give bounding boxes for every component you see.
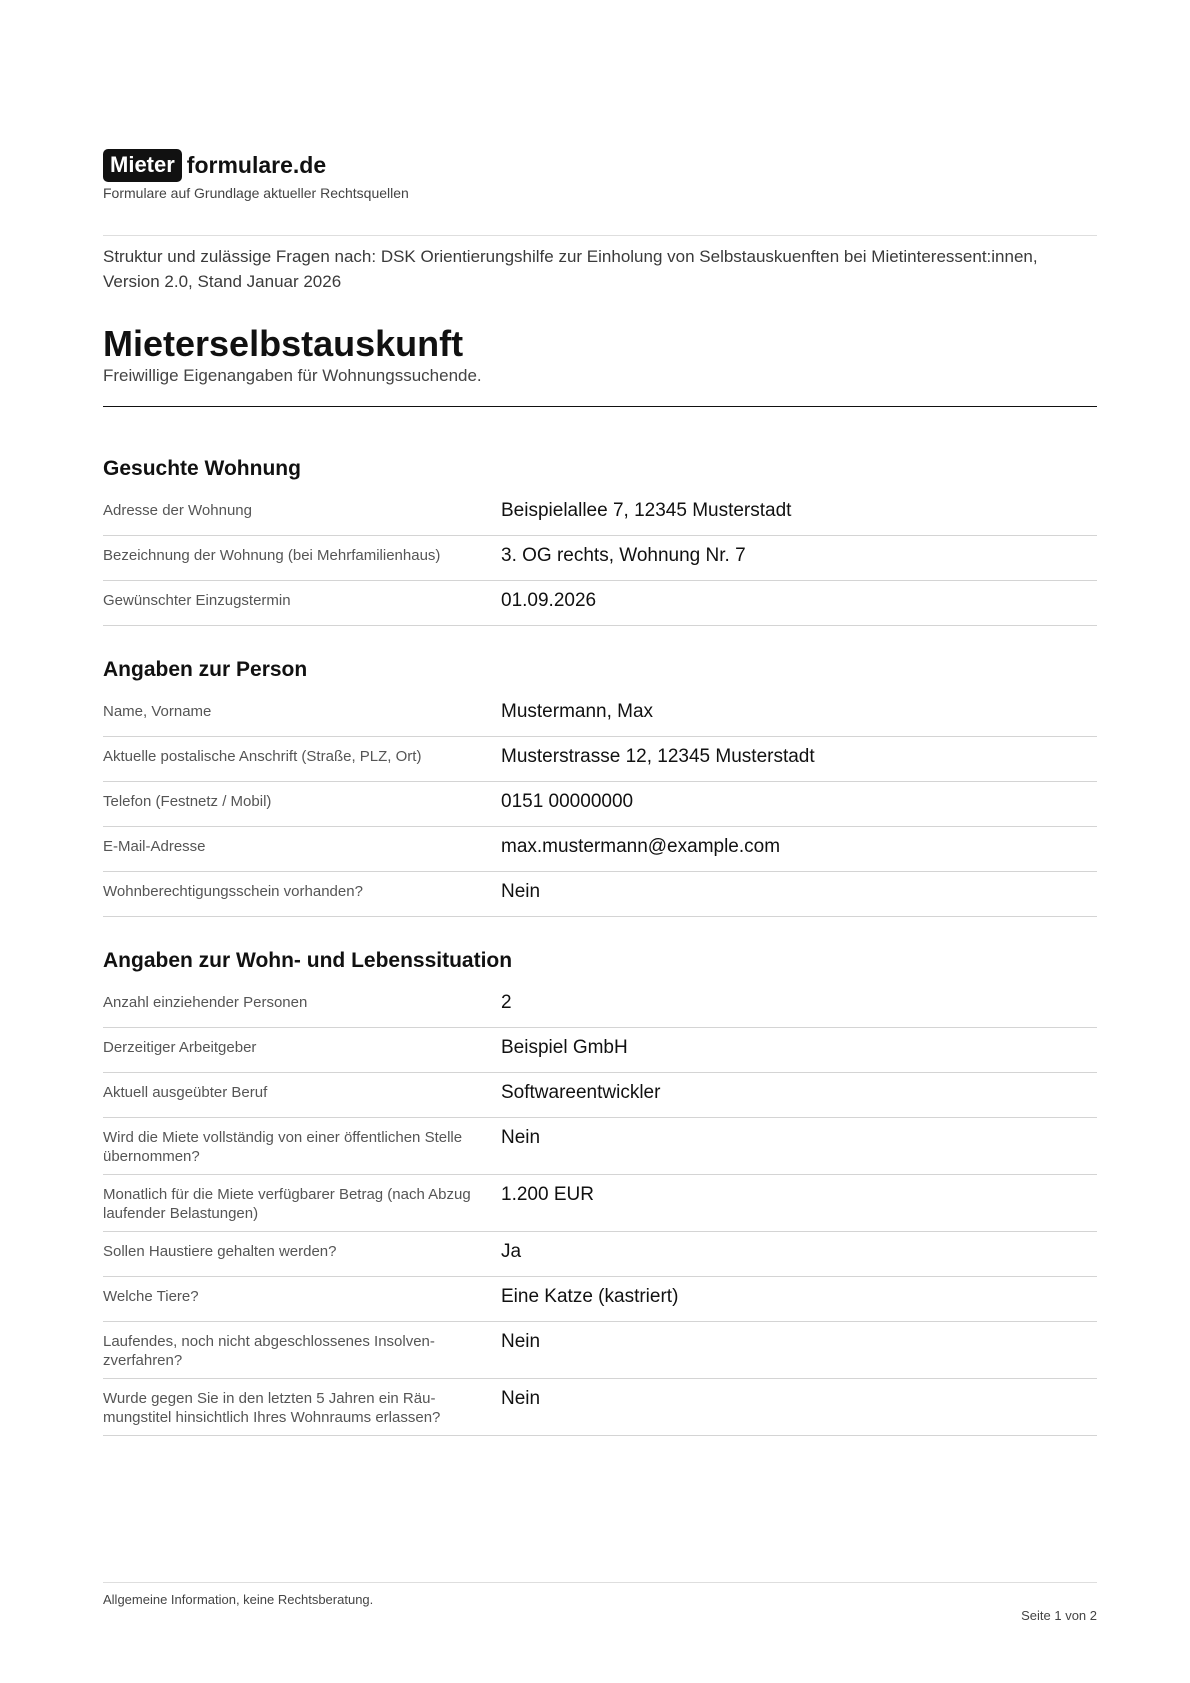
section-wohn-und-lebenssituation — [103, 947, 1097, 1436]
section-heading: Angaben zur Wohn- und Lebenssituation — [103, 949, 513, 972]
field-value[interactable]: Nein — [501, 881, 541, 902]
field-label: Derzeitiger Arbeitgeber — [103, 1039, 257, 1056]
field-row — [103, 737, 1097, 782]
field-label: Bezeichnung der Wohnung (bei Mehrfamilienhaus) — [103, 547, 441, 564]
field-label: Sollen Haustiere gehalten werden? — [103, 1243, 337, 1260]
brand-tagline: Formulare auf Grundlage aktueller Rechtsquellen — [103, 185, 409, 201]
field-label: Name, Vorname — [103, 703, 212, 720]
field-list — [103, 692, 1097, 917]
page-footer — [103, 1582, 1097, 1623]
page-number: Seite 1 von 2 — [1021, 1608, 1097, 1623]
field-list — [103, 983, 1097, 1436]
field-label: Welche Tiere? — [103, 1288, 199, 1305]
field-value[interactable]: Softwareentwickler — [501, 1082, 661, 1103]
field-label: Wohnberechtigungsschein vorhanden? — [103, 883, 363, 900]
field-value[interactable]: Nein — [501, 1127, 541, 1148]
document-page — [103, 148, 1097, 1436]
brand-badge: Mieter — [103, 149, 182, 182]
field-row — [103, 827, 1097, 872]
field-row — [103, 983, 1097, 1028]
field-row — [103, 1322, 1097, 1379]
field-row — [103, 1118, 1097, 1175]
field-label: Monatlich für die Miete verfügbarer Betrag (nach Abzug laufender Belastungen) — [103, 1186, 471, 1222]
field-value[interactable]: Eine Katze (kastriert) — [501, 1286, 679, 1307]
field-label: Wird die Miete vollständig von einer öffentlichen Stelle übernommen? — [103, 1129, 463, 1165]
field-row — [103, 581, 1097, 626]
section-heading: Angaben zur Person — [103, 658, 308, 681]
field-row — [103, 782, 1097, 827]
field-label: E-Mail-Adresse — [103, 838, 206, 855]
section-angaben-zur-person — [103, 656, 1097, 917]
field-label: Adresse der Wohnung — [103, 502, 252, 519]
field-row — [103, 1073, 1097, 1118]
field-label: Anzahl einziehender Personen — [103, 994, 308, 1011]
footer-disclaimer: Allgemeine Information, keine Rechtsberatung. — [103, 1592, 374, 1607]
field-row — [103, 536, 1097, 581]
field-value[interactable]: 3. OG rechts, Wohnung Nr. 7 — [501, 545, 746, 566]
field-value[interactable]: Nein — [501, 1331, 541, 1352]
field-label: Wurde gegen Sie in den letzten 5 Jahren ein Räu-mungstitel hinsichtlich Ihres Wohnraums erlassen? — [103, 1390, 441, 1426]
field-row — [103, 1175, 1097, 1232]
section-heading: Gesuchte Wohnung — [103, 457, 301, 480]
page-title: Mieterselbstauskunft — [103, 323, 464, 364]
brand-logo[interactable] — [103, 148, 1097, 182]
field-label: Gewünschter Einzugstermin — [103, 592, 291, 609]
source-note: Struktur und zulässige Fragen nach: DSK Orientierungshilfe zur Einholung von Selbstauskuenften bei Mietinteressent:innen, Version 2.0, Stand Januar 2026 — [103, 235, 1097, 294]
field-value[interactable]: Ja — [501, 1241, 522, 1262]
section-gesuchte-wohnung — [103, 455, 1097, 626]
brand-name: formulare.de — [186, 151, 327, 178]
field-label: Aktuelle postalische Anschrift (Straße, PLZ, Ort) — [103, 748, 422, 765]
field-value[interactable]: Beispiel GmbH — [501, 1037, 628, 1058]
field-value[interactable]: Musterstrasse 12, 12345 Musterstadt — [501, 746, 815, 767]
field-label: Telefon (Festnetz / Mobil) — [103, 793, 272, 810]
title-divider — [103, 406, 1097, 407]
field-row — [103, 1232, 1097, 1277]
field-value[interactable]: Nein — [501, 1388, 541, 1409]
field-value[interactable]: Mustermann, Max — [501, 701, 654, 722]
field-value[interactable]: 01.09.2026 — [501, 590, 597, 611]
field-row — [103, 692, 1097, 737]
field-value[interactable]: Beispielallee 7, 12345 Musterstadt — [501, 500, 792, 521]
field-value[interactable]: 1.200 EUR — [501, 1184, 594, 1205]
field-row — [103, 872, 1097, 917]
field-list — [103, 491, 1097, 626]
field-value[interactable]: 2 — [501, 992, 512, 1013]
field-row — [103, 1277, 1097, 1322]
field-label: Laufendes, noch nicht abgeschlossenes Insolven-zverfahren? — [103, 1333, 435, 1369]
field-row — [103, 1028, 1097, 1073]
field-value[interactable]: max.mustermann@example.com — [501, 836, 781, 857]
page-subtitle: Freiwillige Eigenangaben für Wohnungssuchende. — [103, 366, 482, 385]
field-row — [103, 491, 1097, 536]
field-row — [103, 1379, 1097, 1436]
field-label: Aktuell ausgeübter Beruf — [103, 1084, 268, 1101]
field-value[interactable]: 0151 00000000 — [501, 791, 634, 812]
